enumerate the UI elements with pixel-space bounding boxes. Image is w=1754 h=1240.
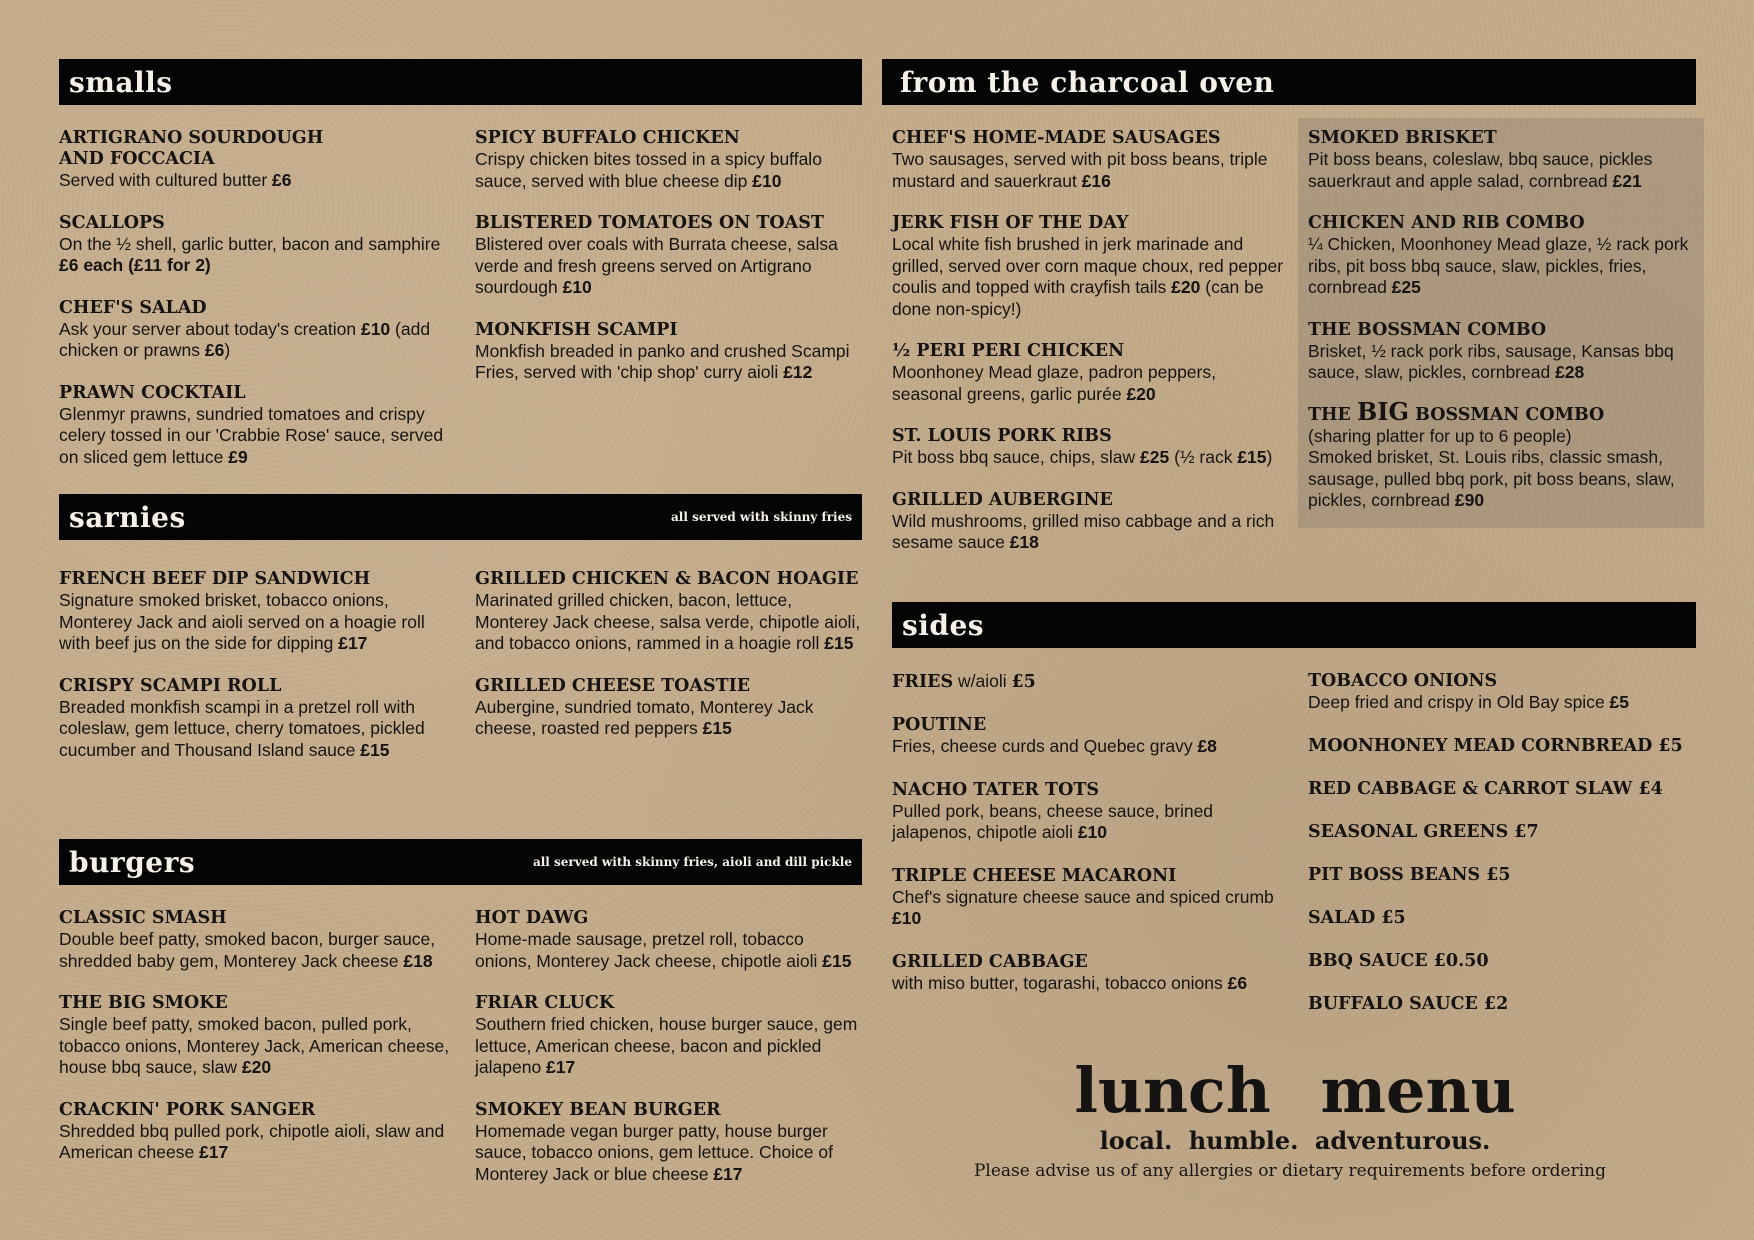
item-name-text: FRIAR CLUCK [475,993,615,1013]
big-bossman-post: BOSSMAN COMBO [1409,404,1605,425]
item-price: £10 [752,170,782,191]
item-price: £20 [1171,277,1201,297]
item-name [1308,320,1700,341]
menu-item [892,715,1287,758]
item-desc-text: Local white fish brushed in jerk marinade and grilled, served over corn maque choux, red pepper coulis and topped with crayfish tails [892,234,1284,297]
item-name [892,426,1287,447]
item-name-text: CHEF'S HOME-MADE SAUSAGES [892,128,1221,148]
big-bossman-price: £90 [1454,490,1485,510]
item-name-text: GRILLED CHEESE TOASTIE [475,675,751,696]
item-desc-text: Southern fried chicken, house burger sauce, gem lettuce, American cheese, bacon and pickled jalapeno [475,1014,858,1077]
item-name-text: PIT BOSS BEANS £5 [1308,864,1511,885]
item-name-text: HOT DAWG [475,908,589,928]
item-name [1308,671,1700,692]
item-desc-text: Shredded bbq pulled pork, chipotle aioli, slaw and American cheese [59,1120,445,1162]
item-desc-text: Monkfish breaded in panko and crushed Scampi Fries, served with 'chip shop' curry aioli [475,340,850,382]
item-price: £6 each (£11 for 2) [59,255,211,275]
item-desc-extra: (can be done non-spicy!) [892,277,1264,319]
sides-left-column [892,671,1287,1016]
item-desc-text: Double beef patty, smoked bacon, burger sauce, shredded baby gem, Monterey Jack cheese [59,929,436,971]
item-name [1308,213,1700,234]
menu-item [59,1100,454,1164]
item-desc-text: Breaded monkfish scampi in a pretzel roll with coleslaw, gem lettuce, cherry tomatoes, pickled cucumber and Thousand Island sauce [59,696,425,760]
item-name [59,383,454,404]
item-desc-text: Crispy chicken bites tossed in a spicy buffalo sauce, served with blue cheese dip [475,149,822,191]
item-name [59,993,454,1014]
item-name [892,780,1287,801]
item-name-text: TOBACCO ONIONS [1308,671,1498,691]
menu-item [59,128,454,192]
item-price: £10 [360,318,391,339]
item-name-text: THE BOSSMAN COMBO [1308,319,1547,340]
item-desc [1308,692,1700,714]
item-name [1308,822,1700,843]
menu-item [59,993,454,1079]
item-name [892,341,1287,362]
menu-item [475,1100,865,1186]
menu-item [1308,671,1700,714]
item-name-text: ½ PERI PERI CHICKEN [892,341,1125,361]
menu-item [1308,736,1700,757]
item-desc-text: Blistered over coals with Burrata cheese, salsa verde and fresh greens served on Artigrano sourdough [475,234,838,297]
item-desc [892,801,1287,844]
item-name [892,952,1287,973]
smalls-left-column [59,128,454,489]
item-name-text: SALAD £5 [1308,907,1406,928]
item-name [475,993,865,1014]
item-price-extra: £15 [1237,447,1267,467]
charcoal-right-column [1308,128,1700,533]
item-name [475,320,865,341]
item-name-text: ARTIGRANO SOURDOUGH AND FOCCACIA [59,128,324,169]
item-name [892,490,1287,511]
big-bossman-big: BIG [1357,396,1410,426]
menu-item [892,490,1287,554]
item-desc-text: Signature smoked brisket, tobacco onions, Monterey Jack and aioli served on a hoagie roll with beef jus on the side for dipping [59,590,425,653]
item-desc [475,1014,865,1079]
item-desc [475,929,865,972]
item-desc [59,170,454,192]
item-desc-text: ¼ Chicken, Moonhoney Mead glaze, ½ rack pork ribs, pit boss bbq sauce, slaw, pickles, fries, cornbread [1308,234,1689,297]
item-name-text: BLISTERED TOMATOES ON TOAST [475,213,824,233]
item-name-text: CRACKIN' PORK SANGER [59,1099,316,1120]
item-desc-close: ) [1266,447,1273,467]
item-name [59,128,454,170]
item-price: £20 [241,1057,272,1077]
item-name-text: GRILLED CHICKEN & BACON HOAGIE [475,569,859,589]
item-name-text: CHEF'S SALAD [59,297,207,318]
item-name [475,569,865,590]
item-price: £5 [1609,692,1630,712]
sarnies-right-column [475,569,865,761]
item-desc [59,590,454,655]
menu-item [892,780,1287,844]
item-desc [1308,149,1700,192]
item-name [1308,779,1700,800]
item-name-text: JERK FISH OF THE DAY [892,213,1129,233]
item-desc [892,973,1287,995]
menu-item [475,569,865,655]
item-price: £10 [892,908,922,928]
item-name [1308,994,1700,1015]
item-desc-text: Wild mushrooms, grilled miso cabbage and a rich sesame sauce [892,510,1275,552]
burgers-right-column [475,908,865,1206]
item-desc [892,736,1287,758]
menu-item [59,908,454,972]
item-name [475,128,865,149]
item-desc-close: ) [224,340,231,360]
menu-item [59,676,454,762]
item-desc [59,929,454,972]
charcoal-header [882,59,1696,105]
item-price: £16 [1081,170,1111,191]
big-bossman-desc-text: Smoked brisket, St. Louis ribs, classic smash, sausage, pulled bbq pork, pit boss beans, slaw, pickles, cornbread [1308,447,1675,510]
item-desc-text: with miso butter, togarashi, tobacco onions [892,972,1228,993]
item-price: £15 [702,718,732,738]
item-desc [892,511,1287,554]
item-price: £10 [1077,822,1108,842]
charcoal-title: from the charcoal oven [900,65,1275,99]
item-name [59,676,454,697]
item-price: £18 [403,950,433,971]
sarnies-note: all served with skinny fries [671,510,852,524]
menu-item [1308,865,1700,886]
item-price: £9 [228,446,248,467]
menu-item [892,671,1287,693]
menu-item [1308,320,1700,384]
menu-item [1308,822,1700,843]
item-desc [59,319,454,362]
menu-item [1308,213,1700,299]
item-desc [892,234,1287,320]
item-name-text: GRILLED CABBAGE [892,951,1088,972]
burgers-title: burgers [69,845,196,879]
charcoal-left-column [892,128,1287,575]
menu-item [59,298,454,362]
menu-item [892,213,1287,320]
item-name [475,676,865,697]
item-desc [475,697,865,740]
item-name [475,908,865,929]
item-name [892,671,1287,693]
menu-item [475,676,865,740]
item-name-text: CHICKEN AND RIB COMBO [1308,213,1585,233]
big-bossman-name [1308,396,1700,426]
item-name [59,569,454,590]
item-desc [892,447,1287,469]
item-price: £28 [1555,362,1585,382]
tagline: local. humble. adventurous. [1099,1126,1491,1155]
item-name [1308,736,1700,757]
item-desc-extra: (add chicken or prawns [59,318,431,360]
item-price: £15 [360,739,390,760]
item-name-text: TRIPLE CHEESE MACARONI [892,865,1177,886]
item-desc [475,234,865,299]
item-price: £18 [1009,532,1039,552]
item-price: £6 [272,170,292,190]
item-price: £15 [824,633,854,653]
item-price: £17 [546,1057,576,1077]
item-price: £12 [783,362,813,382]
menu-item [1308,951,1700,972]
item-name [59,213,454,234]
item-desc-text: Aubergine, sundried tomato, Monterey Jack cheese, roasted red peppers [475,696,814,738]
sides-title: sides [902,608,985,642]
burgers-note: all served with skinny fries, aioli and dill pickle [532,855,852,869]
item-desc-text: Brisket, ½ rack pork ribs, sausage, Kansas bbq sauce, slaw, pickles, cornbread [1308,340,1674,382]
item-desc-text: Chef's signature cheese sauce and spiced crumb [892,886,1274,907]
menu-item [892,128,1287,192]
item-name-text: SCALLOPS [59,212,165,233]
item-desc-text: Two sausages, served with pit boss beans, triple mustard and sauerkraut [892,149,1268,191]
big-bossman-desc [1308,447,1700,512]
item-desc [892,887,1287,930]
item-desc-text: Ask your server about today's creation [59,318,361,339]
item-name [1308,128,1700,149]
sarnies-title: sarnies [69,500,186,534]
allergy-note: Please advise us of any allergies or dietary requirements before ordering [973,1161,1607,1181]
item-name-text: SEASONAL GREENS £7 [1308,821,1539,842]
item-desc-text: On the ½ shell, garlic butter, bacon and samphire [59,233,441,254]
menu-item [1308,908,1700,929]
item-price: £15 [822,950,852,971]
item-desc-extra: (½ rack [1169,447,1238,467]
item-name-text: MOONHONEY MEAD CORNBREAD £5 [1308,735,1683,756]
item-desc [59,1014,454,1079]
item-price: £21 [1612,170,1642,191]
item-price: £25 [1140,447,1170,467]
item-desc [475,341,865,384]
smalls-header [59,59,862,105]
item-name-text: MONKFISH SCAMPI [475,319,678,340]
item-name-text: GRILLED AUBERGINE [892,489,1113,510]
item-price: £5 [1011,672,1036,692]
item-name [1308,865,1700,886]
item-desc [59,234,454,277]
item-name-text: FRIES [892,672,954,692]
menu-item [475,213,865,299]
item-name-text: ST. LOUIS PORK RIBS [892,426,1112,446]
item-desc-text: Moonhoney Mead glaze, padron peppers, seasonal greens, garlic purée [892,362,1216,404]
menu-item [475,908,865,972]
item-name [892,213,1287,234]
menu-item [1308,994,1700,1015]
item-price: £20 [1126,383,1156,404]
item-price: £17 [713,1163,743,1184]
menu-item [475,320,865,384]
item-desc-text: Deep fried and crispy in Old Bay spice [1308,692,1610,712]
item-name-text: BBQ SAUCE £0.50 [1308,950,1489,971]
item-desc-text: Homemade vegan burger patty, house burger sauce, tobacco onions, gem lettuce. Choice of Monterey Jack or blue cheese [475,1120,833,1184]
sarnies-left-column [59,569,454,782]
item-name-text: RED CABBAGE & CARROT SLAW £4 [1308,778,1663,799]
item-desc [475,1121,865,1186]
menu-item [59,213,454,277]
item-price: £17 [338,633,368,653]
big-bossman-pre: THE [1308,404,1357,425]
item-desc-text: Served with cultured butter [59,170,273,190]
item-desc-text: Pit boss bbq sauce, chips, slaw [892,447,1141,467]
item-name [892,715,1287,736]
item-desc-text: Home-made sausage, pretzel roll, tobacco onions, Monterey Jack cheese, chipotle aioli [475,929,823,971]
menu-item [892,341,1287,405]
item-name [1308,908,1700,929]
item-desc [1308,234,1700,299]
item-desc-text: Pulled pork, beans, cheese sauce, brined jalapenos, chipotle aioli [892,800,1214,842]
item-name-text: BUFFALO SAUCE £2 [1308,993,1509,1014]
smalls-right-column [475,128,865,405]
item-name [59,1100,454,1121]
item-name-text: POUTINE [892,715,987,735]
item-name-text: SMOKEY BEAN BURGER [475,1099,721,1120]
item-name-text: THE BIG SMOKE [59,993,228,1013]
menu-item [475,128,865,192]
item-desc [59,1121,454,1164]
menu-item [892,426,1287,469]
big-bossman-item [1308,396,1700,512]
menu-item [59,383,454,469]
item-desc [892,149,1287,192]
item-name [1308,951,1700,972]
menu-item [59,569,454,655]
item-name [892,128,1287,149]
sarnies-header [59,494,862,540]
item-name [892,866,1287,887]
item-price: £17 [199,1142,229,1162]
item-name-text: SMOKED BRISKET [1308,128,1497,148]
item-desc [892,362,1287,405]
menu-item [1308,128,1700,192]
item-price: £6 [1227,972,1248,993]
item-name-text: FRENCH BEEF DIP SANDWICH [59,569,371,589]
item-desc [59,697,454,762]
sides-header [892,602,1696,648]
item-price: £10 [562,277,592,297]
smalls-title: smalls [69,65,173,99]
item-desc [1308,341,1700,384]
burgers-header [59,839,862,885]
menu-item [892,866,1287,930]
item-desc-text: Pit boss beans, coleslaw, bbq sauce, pickles sauerkraut and apple salad, cornbread [1308,149,1653,191]
item-name [475,1100,865,1121]
item-desc-text: Marinated grilled chicken, bacon, lettuce, Monterey Jack cheese, salsa verde, chipotle aioli, and tobacco onions, rammed in a hoagie roll [475,590,861,653]
item-name-text: NACHO TATER TOTS [892,779,1099,800]
menu-title: lunch menu [1074,1054,1516,1127]
item-price-extra: £6 [204,340,225,360]
burgers-left-column [59,908,454,1185]
item-name [475,213,865,234]
item-price: £8 [1197,736,1217,756]
menu-item [475,993,865,1079]
item-desc-text: Glenmyr prawns, sundried tomatoes and crispy celery tossed in our 'Crabbie Rose' sauce, served on sliced gem lettuce [59,403,444,467]
item-desc [59,404,454,469]
item-name-text: CLASSIC SMASH [59,908,227,928]
item-desc [475,590,865,655]
menu-item [1308,779,1700,800]
item-name-text: PRAWN COCKTAIL [59,382,246,403]
item-name-text: CRISPY SCAMPI ROLL [59,675,282,696]
item-price: £25 [1391,277,1421,297]
item-desc-text: Fries, cheese curds and Quebec gravy [892,736,1198,756]
sides-right-column [1308,671,1700,1037]
menu-item [892,952,1287,995]
big-bossman-subtitle: (sharing platter for up to 6 people) [1308,425,1572,446]
item-desc-text: Single beef patty, smoked bacon, pulled pork, tobacco onions, Monterey Jack, American cheese, house bbq sauce, slaw [59,1014,450,1077]
item-name [59,908,454,929]
item-name [59,298,454,319]
item-desc [475,149,865,192]
item-inline-desc: w/aioli [953,671,1012,691]
footer [970,1054,1620,1181]
item-name-text: SPICY BUFFALO CHICKEN [475,128,740,148]
